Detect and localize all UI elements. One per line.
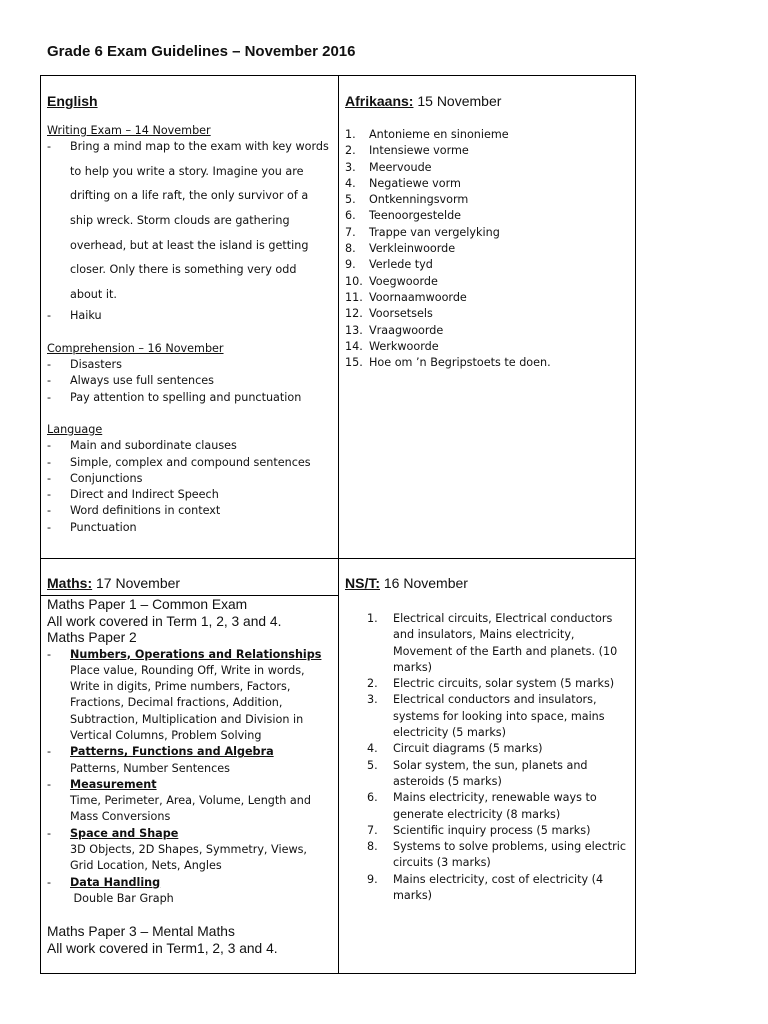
writing-title: Writing Exam – 14 November xyxy=(47,124,211,137)
list-item: 12. Voorsetsels xyxy=(345,307,433,321)
topic-detail: Patterns, Number Sentences xyxy=(70,761,230,775)
list-item: - Bring a mind map to the exam with key words to help you write a story. Imagine you are drifting on a life raft, the only survivor of a ship wreck. Storm clouds are gathering overhead, but at least the island is getting closer. Only there is something very odd about it. xyxy=(47,140,329,301)
list-item: - Simple, complex and compound sentences xyxy=(47,455,311,469)
english-header xyxy=(41,76,338,113)
list-item: 7. Trappe van vergelyking xyxy=(345,225,500,239)
list-item: - Direct and Indirect Speech xyxy=(47,488,219,502)
topic-detail: Time, Perimeter, Area, Volume, Length and Mass Conversions xyxy=(70,794,311,824)
list-item: - Punctuation xyxy=(47,520,137,534)
page-title: Grade 6 Exam Guidelines – November 2016 xyxy=(47,43,356,60)
list-item: 14. Werkwoorde xyxy=(345,339,439,353)
maths-header xyxy=(41,559,338,595)
list-item: - Haiku xyxy=(47,309,102,323)
nst-date: 16 November xyxy=(380,575,468,591)
list-item: 2. Intensiewe vorme xyxy=(345,144,469,158)
list-item: 5. Solar system, the sun, planets and asteroids (5 marks) xyxy=(367,758,588,788)
list-item: - Word definitions in context xyxy=(47,504,221,518)
language-section xyxy=(41,422,338,536)
list-item: 9. Mains electricity, cost of electricity (4 marks) xyxy=(367,872,604,903)
list-item: - Numbers, Operations and Relationships xyxy=(47,647,322,661)
nst-list xyxy=(339,595,635,904)
topic-detail: 3D Objects, 2D Shapes, Symmetry, Views, Grid Location, Nets, Angles xyxy=(70,843,307,873)
list-item: 8. Systems to solve problems, using electric circuits (3 marks) xyxy=(367,840,627,870)
list-item: - Space and Shape xyxy=(47,826,179,840)
maths-cell xyxy=(41,559,339,974)
list-item: 7. Scientific inquiry process (5 marks) xyxy=(367,823,591,837)
list-item: - Pay attention to spelling and punctuation xyxy=(47,390,302,404)
list-item: 8. Verkleinwoorde xyxy=(345,242,456,256)
guidelines-table xyxy=(40,75,636,974)
nst-subject: NS/T: xyxy=(345,575,380,591)
maths-paper1-desc: All work covered in Term 1, 2, 3 and 4. xyxy=(47,613,282,629)
list-item: - Disasters xyxy=(47,358,122,372)
list-item: - Main and subordinate clauses xyxy=(47,439,237,453)
list-item: 9. Verlede tyd xyxy=(345,258,433,272)
writing-section xyxy=(41,123,338,325)
list-item: - Conjunctions xyxy=(47,471,143,485)
list-item: 2. Electric circuits, solar system (5 marks) xyxy=(367,677,615,691)
comprehension-section xyxy=(41,341,338,406)
list-item: 15. Hoe om ’n Begripstoets te doen. xyxy=(345,356,551,370)
nst-cell xyxy=(339,559,636,974)
list-item: 3. Meervoude xyxy=(345,160,432,174)
maths-paper3-desc: All work covered in Term1, 2, 3 and 4. xyxy=(47,940,278,956)
list-item: 1. Antonieme en sinonieme xyxy=(345,128,509,141)
list-item: 13. Vraagwoorde xyxy=(345,323,444,337)
afrikaans-date: 15 November xyxy=(413,93,502,109)
nst-header xyxy=(339,559,635,595)
english-subject: English xyxy=(47,93,98,109)
maths-topics xyxy=(47,647,338,908)
list-item: 5. Ontkenningsvorm xyxy=(345,193,469,207)
maths-paper3-title: Maths Paper 3 – Mental Maths xyxy=(47,924,235,940)
list-item: - Measurement xyxy=(47,777,157,791)
afrikaans-subject: Afrikaans: xyxy=(345,93,414,109)
topic-detail: Place value, Rounding Off, Write in words, Write in digits, Prime numbers, Factors, Fractions, Decimal fractions, Addition, Subtraction, Multiplication and Division in Vertical Columns, Problem Solving xyxy=(70,663,305,742)
list-item: 4. Negatiewe vorm xyxy=(345,176,461,190)
list-item: - Patterns, Functions and Algebra xyxy=(47,745,274,759)
list-item: 3. Electrical conductors and insulators, systems for looking into space, mains electricity (5 marks) xyxy=(367,693,605,740)
list-item: - Data Handling xyxy=(47,875,161,889)
maths-date: 17 November xyxy=(92,575,181,591)
english-cell xyxy=(41,76,339,559)
maths-subject: Maths: xyxy=(47,575,93,591)
afrikaans-list xyxy=(339,113,635,371)
afrikaans-header xyxy=(339,76,635,113)
topic-detail: Double Bar Graph xyxy=(70,891,174,905)
list-item: - Always use full sentences xyxy=(47,374,214,388)
list-item: 4. Circuit diagrams (5 marks) xyxy=(367,742,543,756)
list-item: 10. Voegwoorde xyxy=(345,274,438,288)
list-item: 1. Electrical circuits, Electrical conductors and insulators, Mains electricity, Movement of the Earth and planets. (10 marks) xyxy=(367,612,618,674)
list-item: 6. Mains electricity, renewable ways to generate electricity (8 marks) xyxy=(367,791,597,821)
afrikaans-cell xyxy=(339,76,636,559)
maths-paper1-title: Maths Paper 1 – Common Exam xyxy=(47,597,248,612)
maths-paper2-title: Maths Paper 2 xyxy=(47,630,137,645)
language-title: Language xyxy=(47,422,103,436)
list-item: 11. Voornaamwoorde xyxy=(345,290,467,304)
comprehension-title: Comprehension – 16 November xyxy=(47,341,224,355)
list-item: 6. Teenoorgestelde xyxy=(345,209,462,223)
